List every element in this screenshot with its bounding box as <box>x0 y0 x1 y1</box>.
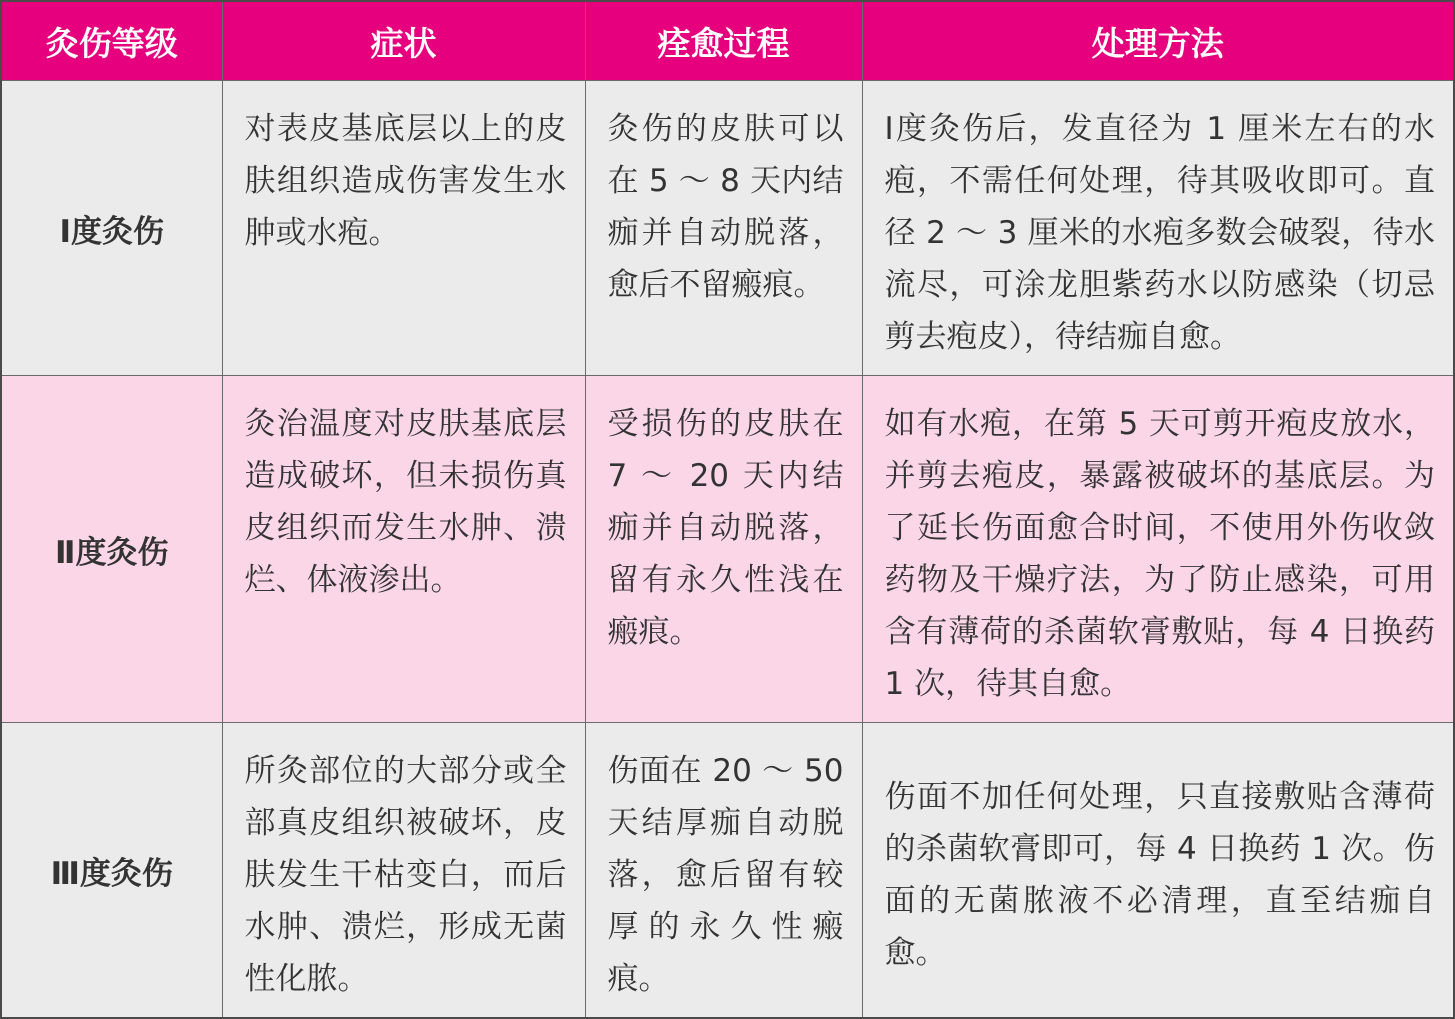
symptom-cell: 对表皮基底层以上的皮肤组织造成伤害发生水肿或水疱。 <box>222 81 585 376</box>
symptom-cell: 所灸部位的大部分或全部真皮组织被破坏，皮肤发生干枯变白，而后水肿、溃烂，形成无菌性化脓。 <box>222 723 585 1019</box>
header-grade: 灸伤等级 <box>1 1 222 81</box>
treatment-cell: 如有水疱，在第 5 天可剪开疱皮放水，并剪去疱皮，暴露被破坏的基底层。为了延长伤面愈合时间，不使用外伤收敛药物及干燥疗法，为了防止感染，可用含有薄荷的杀菌软膏敷贴，每 4 日换药 1 次，待其自愈。 <box>862 376 1454 723</box>
header-treatment: 处理方法 <box>862 1 1454 81</box>
header-symptom: 症状 <box>222 1 585 81</box>
healing-cell: 伤面在 20 ～ 50 天结厚痂自动脱落，愈后留有较厚的永久性瘢痕。 <box>585 723 862 1019</box>
healing-cell: 灸伤的皮肤可以在 5 ～ 8 天内结痂并自动脱落，愈后不留瘢痕。 <box>585 81 862 376</box>
table-row <box>1 376 1454 723</box>
table-row <box>1 723 1454 1019</box>
treatment-cell: Ⅰ度灸伤后，发直径为 1 厘米左右的水疱，不需任何处理，待其吸收即可。直径 2 ～ 3 厘米的水疱多数会破裂，待水流尽，可涂龙胆紫药水以防感染（切忌剪去疱皮），待结痂自愈。 <box>862 81 1454 376</box>
symptom-cell: 灸治温度对皮肤基底层造成破坏，但未损伤真皮组织而发生水肿、溃烂、体液渗出。 <box>222 376 585 723</box>
treatment-cell: 伤面不加任何处理，只直接敷贴含薄荷的杀菌软膏即可，每 4 日换药 1 次。伤面的无菌脓液不必清理，直至结痂自愈。 <box>862 723 1454 1019</box>
grade-cell: Ⅱ度灸伤 <box>1 376 222 723</box>
header-healing: 痊愈过程 <box>585 1 862 81</box>
grade-cell: Ⅲ度灸伤 <box>1 723 222 1019</box>
healing-cell: 受损伤的皮肤在 7 ～ 20 天内结痂并自动脱落，留有永久性浅在瘢痕。 <box>585 376 862 723</box>
table-header-row <box>1 1 1454 81</box>
grade-cell: Ⅰ度灸伤 <box>1 81 222 376</box>
table-row <box>1 81 1454 376</box>
